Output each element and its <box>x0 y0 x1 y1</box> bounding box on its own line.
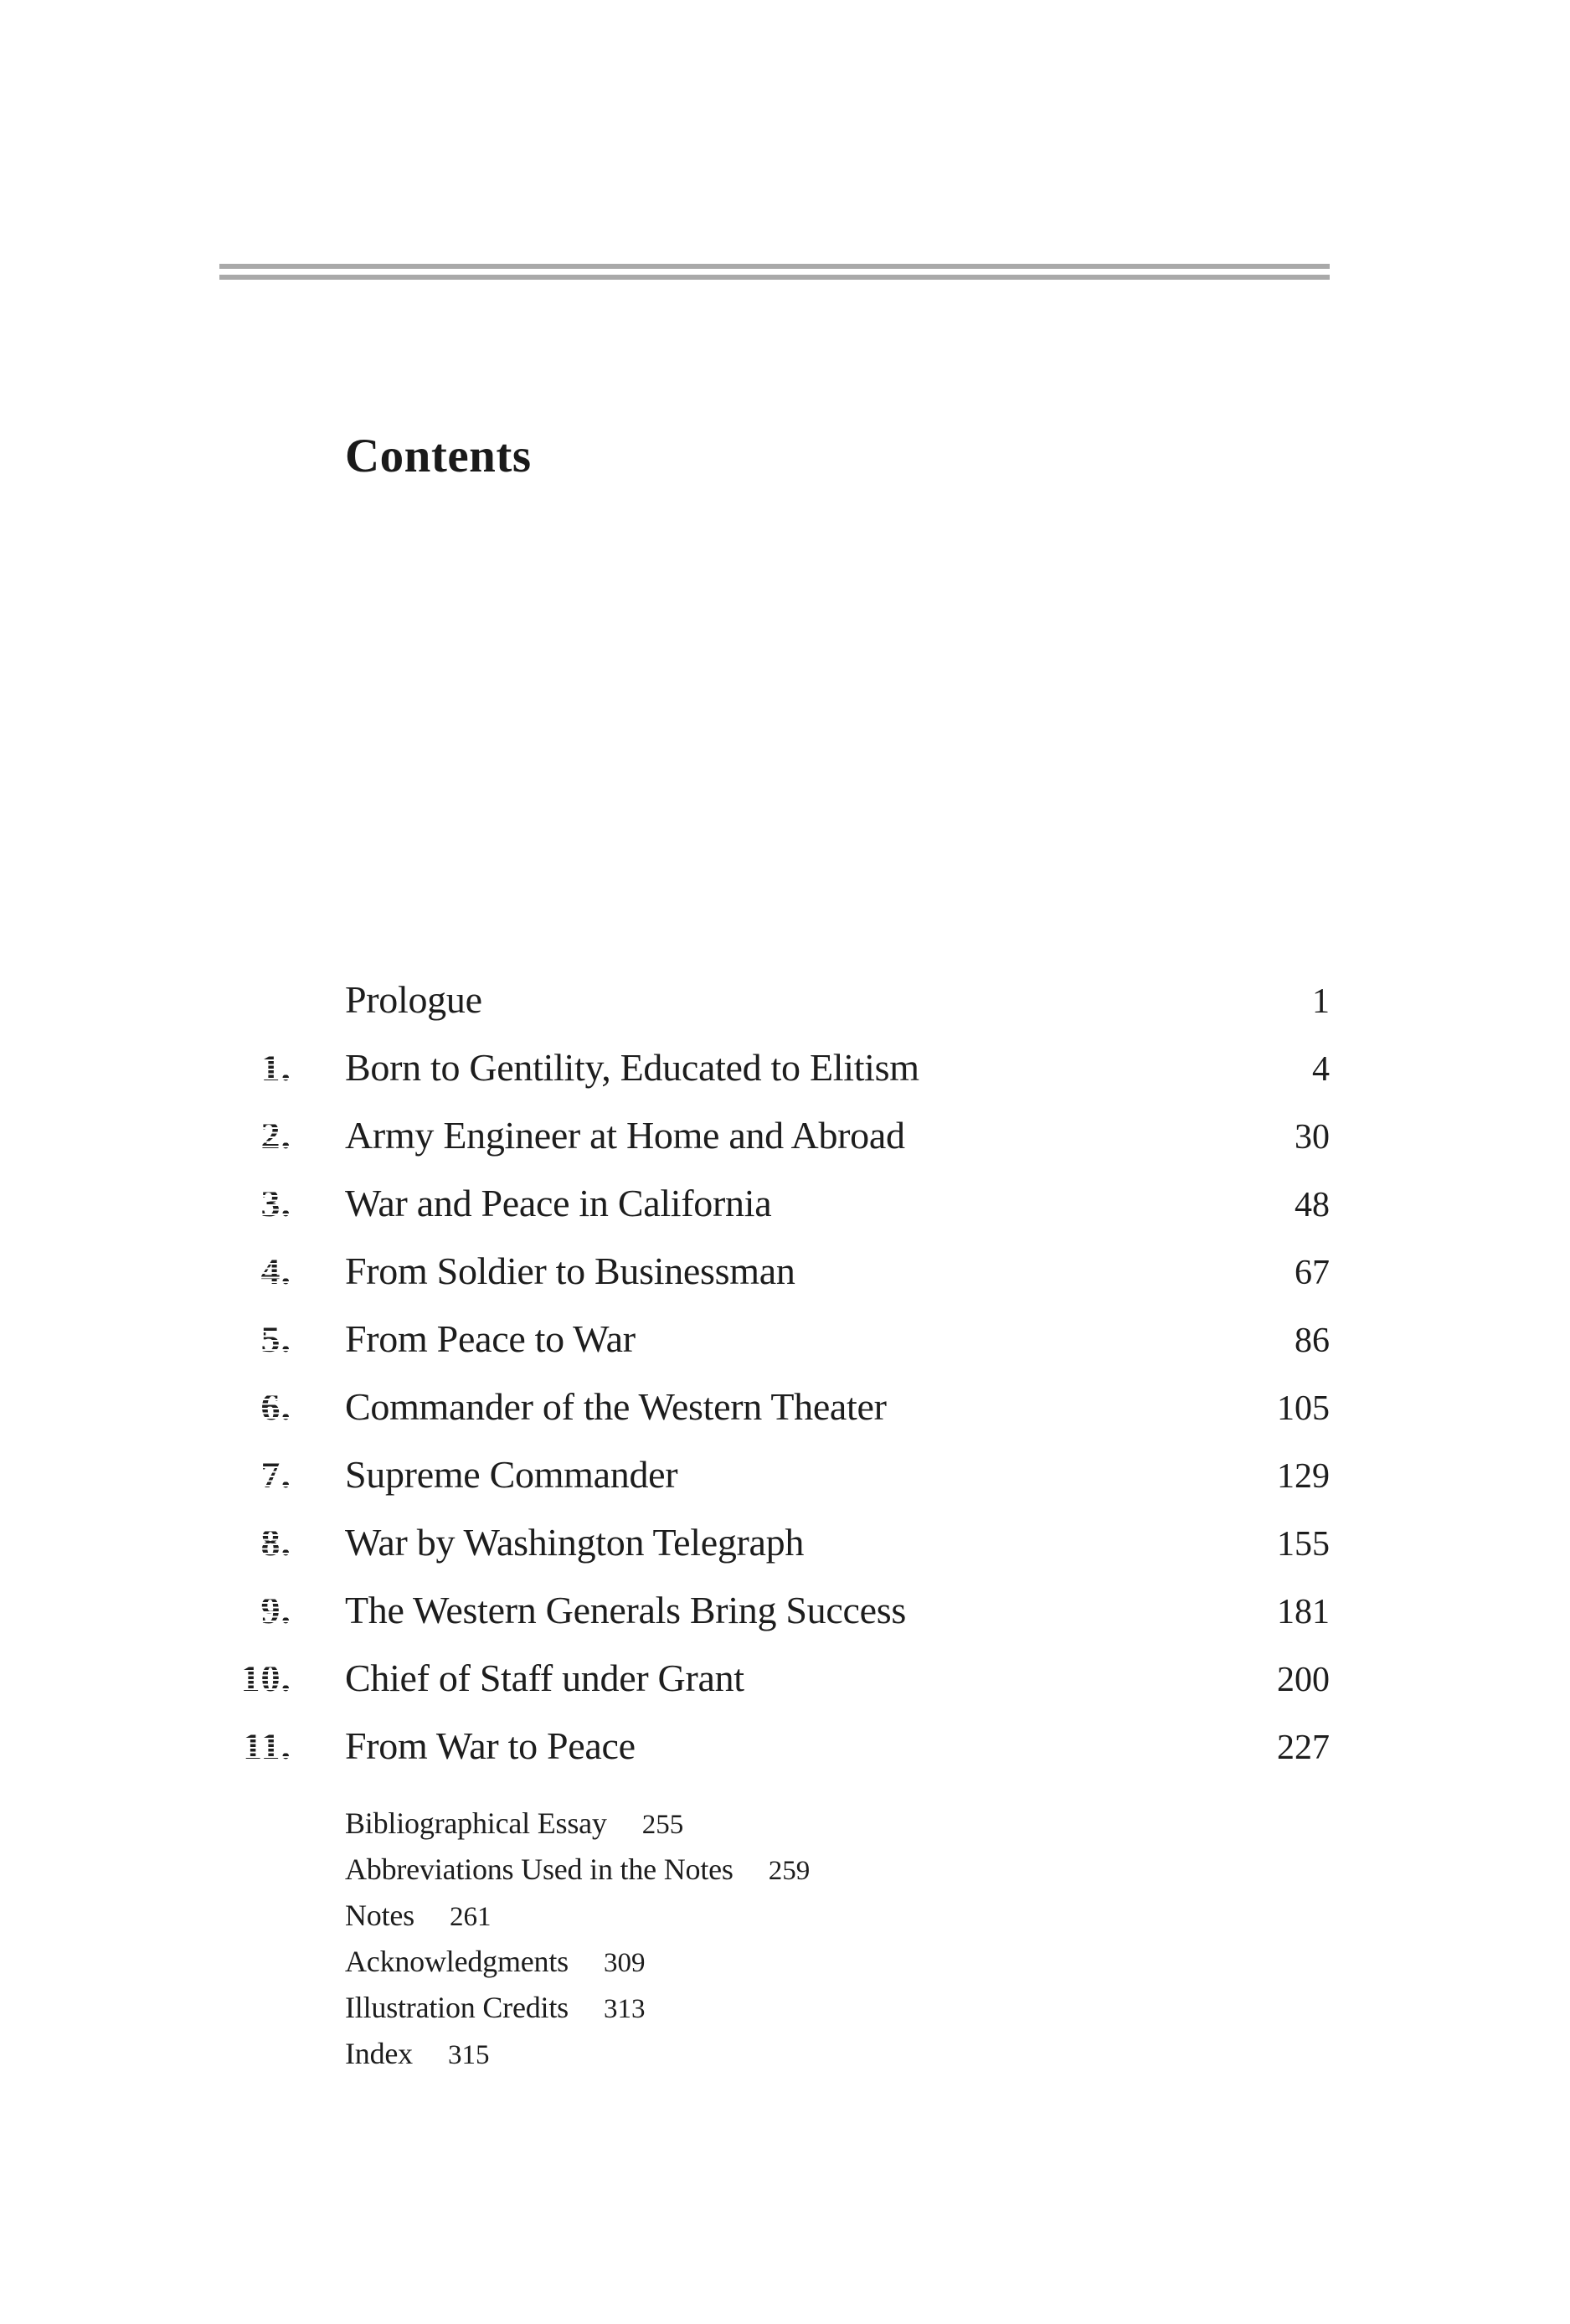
toc-entry-number: 3. <box>219 1169 291 1237</box>
toc-entry <box>219 1305 1330 1373</box>
toc-entry-number: 4. <box>219 1237 291 1305</box>
back-matter-page: 255 <box>641 1810 684 1840</box>
toc-entry-page: 48 <box>1295 1186 1330 1224</box>
toc-entry-title: Chief of Staff under Grant <box>345 1657 744 1699</box>
back-matter-title: Illustration Credits <box>345 1991 569 2024</box>
toc-entry <box>219 1033 1330 1101</box>
toc-entry-title: War and Peace in California <box>345 1182 772 1224</box>
toc-entry-title: Prologue <box>345 978 482 1021</box>
toc-entry-page: 4 <box>1312 1050 1330 1089</box>
back-matter-page: 313 <box>603 1994 646 2024</box>
toc-entry <box>219 966 1330 1033</box>
toc-entry-page: 129 <box>1277 1457 1330 1496</box>
toc-entry-page: 30 <box>1295 1118 1330 1157</box>
toc-entry-number: 2. <box>219 1101 291 1169</box>
toc-entry-page: 181 <box>1277 1593 1330 1631</box>
toc-entry-page: 227 <box>1277 1729 1330 1767</box>
toc-entry-page: 86 <box>1295 1322 1330 1360</box>
toc-entry-number: 5. <box>219 1305 291 1373</box>
back-matter-title: Index <box>345 2037 413 2070</box>
toc-entry-number: 1. <box>219 1033 291 1101</box>
back-matter-entry <box>345 1847 810 1893</box>
toc-entry-title: Commander of the Western Theater <box>345 1385 887 1428</box>
toc-entry <box>219 1237 1330 1305</box>
toc-entry-number: 9. <box>219 1576 291 1644</box>
back-matter-entry <box>345 1939 810 1985</box>
toc-entry <box>219 1712 1330 1780</box>
rule-line-bottom <box>219 275 1330 280</box>
back-matter-entry <box>345 1801 810 1847</box>
toc-entry-title: Army Engineer at Home and Abroad <box>345 1114 905 1157</box>
back-matter-page: 309 <box>603 1948 646 1978</box>
toc-entry-page: 105 <box>1277 1389 1330 1428</box>
back-matter-page: 261 <box>450 1902 492 1932</box>
toc-entry-title: From War to Peace <box>345 1724 636 1767</box>
back-matter-page: 259 <box>768 1856 811 1886</box>
toc-entry <box>219 1440 1330 1508</box>
toc-entry-number: 10. <box>219 1644 291 1712</box>
toc-entry <box>219 1576 1330 1644</box>
back-matter-entry <box>345 1985 810 2031</box>
rule-line-top <box>219 264 1330 269</box>
back-matter-entry <box>345 1893 810 1939</box>
page-title: Contents <box>345 430 532 482</box>
toc-entry-title: From Soldier to Businessman <box>345 1250 795 1292</box>
toc-entry-title: From Peace to War <box>345 1317 636 1360</box>
toc-entry <box>219 1373 1330 1440</box>
back-matter-title: Acknowledgments <box>345 1945 569 1978</box>
toc-entry-title: Born to Gentility, Educated to Elitism <box>345 1046 919 1089</box>
toc-entry-page: 67 <box>1295 1254 1330 1292</box>
toc-entry-page: 155 <box>1277 1525 1330 1564</box>
back-matter-entry <box>345 2031 810 2077</box>
toc-entry-page: 200 <box>1277 1661 1330 1699</box>
toc-entry-number: 6. <box>219 1373 291 1440</box>
toc-entry-title: War by Washington Telegraph <box>345 1521 805 1564</box>
toc-entry-number: 7. <box>219 1440 291 1508</box>
back-matter-title: Bibliographical Essay <box>345 1806 607 1840</box>
back-matter-page: 315 <box>447 2040 490 2070</box>
toc-entry <box>219 1169 1330 1237</box>
toc-entry-number: 11. <box>219 1712 291 1780</box>
toc-entry <box>219 1644 1330 1712</box>
toc-list <box>219 966 1330 1780</box>
double-rule <box>219 264 1330 280</box>
back-matter-title: Abbreviations Used in the Notes <box>345 1853 734 1886</box>
toc-entry <box>219 1508 1330 1576</box>
toc-entry-page: 1 <box>1312 982 1330 1021</box>
toc-entry-title: The Western Generals Bring Success <box>345 1589 906 1631</box>
toc-entry-title: Supreme Commander <box>345 1453 678 1496</box>
toc-entry <box>219 1101 1330 1169</box>
toc-entry-number: 8. <box>219 1508 291 1576</box>
back-matter-list <box>345 1801 810 2077</box>
back-matter-title: Notes <box>345 1899 414 1932</box>
